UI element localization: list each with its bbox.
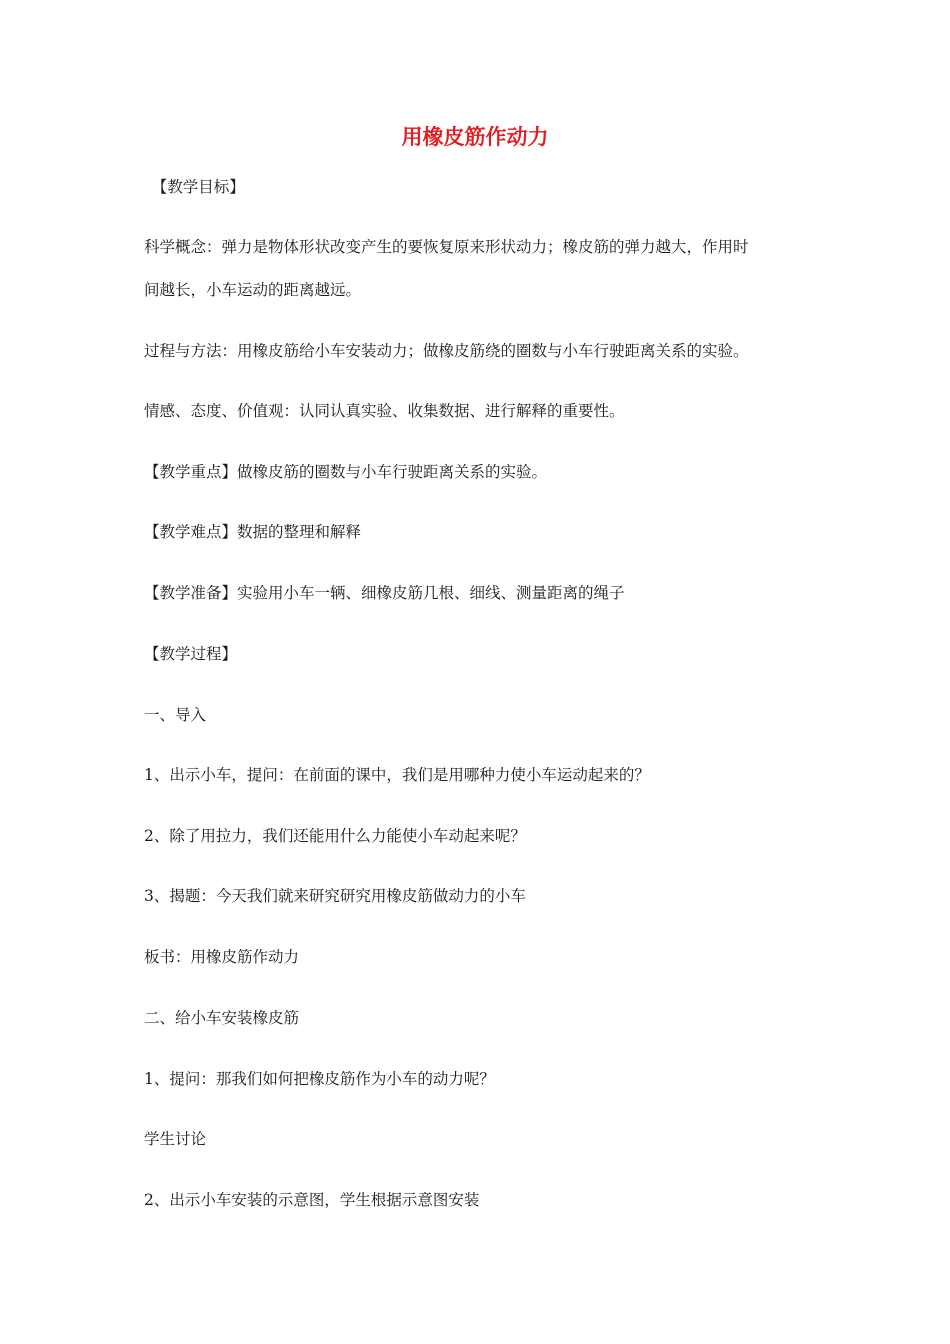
paragraph-attitude-values: 情感、态度、价值观：认同认真实验、收集数据、进行解释的重要性。 <box>144 402 625 420</box>
document-title: 用橡皮筋作动力 <box>401 125 549 149</box>
section-heading-objectives: 【教学目标】 <box>144 178 245 196</box>
subheading-install: 二、给小车安装橡皮筋 <box>144 1009 300 1027</box>
list-item-2: 2、除了用拉力，我们还能用什么力能使小车动起来呢？ <box>144 827 526 845</box>
paragraph-process-method: 过程与方法：用橡皮筋给小车安装动力；做橡皮筋绕的圈数与小车行驶距离关系的实验。 <box>144 342 749 360</box>
list-item-3: 3、揭题：今天我们就来研究研究用橡皮筋做动力的小车 <box>144 887 526 905</box>
paragraph-preparation: 【教学准备】实验用小车一辆、细橡皮筋几根、细线、测量距离的绳子 <box>144 584 625 602</box>
paragraph-difficulty: 【教学难点】数据的整理和解释 <box>144 523 362 541</box>
paragraph-key-point: 【教学重点】做橡皮筋的圈数与小车行驶距离关系的实验。 <box>144 463 548 481</box>
paragraph-science-concept-line1: 科学概念：弹力是物体形状改变产生的要恢复原来形状动力；橡皮筋的弹力越大，作用时 <box>144 238 749 256</box>
subheading-introduction: 一、导入 <box>144 706 207 724</box>
list-item-install-1: 1、提问：那我们如何把橡皮筋作为小车的动力呢？ <box>144 1070 495 1088</box>
list-item-1: 1、出示小车，提问：在前面的课中，我们是用哪种力使小车运动起来的？ <box>144 766 650 784</box>
list-item-install-2: 2、出示小车安装的示意图，学生根据示意图安装 <box>144 1191 480 1209</box>
paragraph-student-discussion: 学生讨论 <box>144 1130 207 1148</box>
paragraph-science-concept-line2: 间越长，小车运动的距离越远。 <box>144 281 362 299</box>
paragraph-board-writing: 板书：用橡皮筋作动力 <box>144 948 300 966</box>
section-heading-process: 【教学过程】 <box>144 645 238 663</box>
